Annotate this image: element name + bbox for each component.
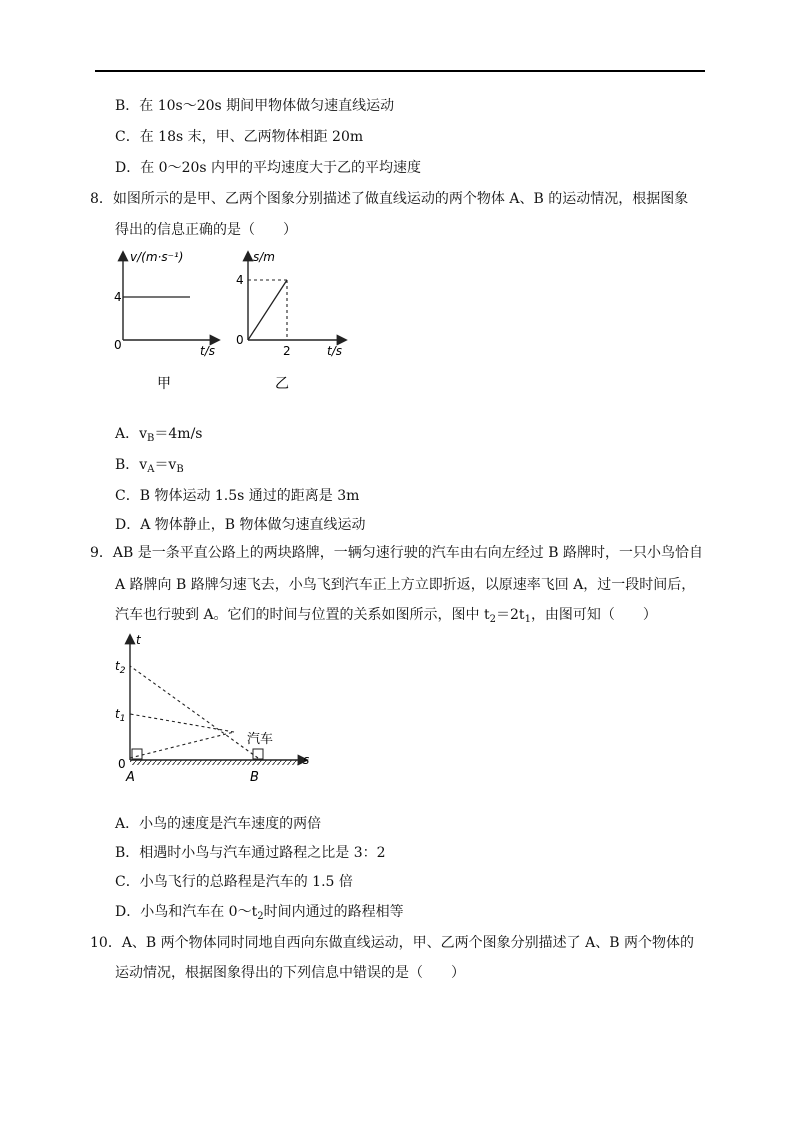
q9-origin: 0 xyxy=(118,757,126,771)
q9-option-c: C．小鸟飞行的总路程是汽车的 1.5 倍 xyxy=(115,874,353,890)
q9-graph xyxy=(110,630,320,785)
yi-origin: 0 xyxy=(236,333,244,347)
yi-distance-line xyxy=(248,280,287,340)
yi-x-tick-2: 2 xyxy=(283,344,291,358)
q9-stem-line1: 9．AB 是一条平直公路上的两块路牌，一辆匀速行驶的汽车由右向左经过 B 路牌时，一只小鸟恰自 xyxy=(90,545,703,561)
jia-caption: 甲 xyxy=(157,376,171,392)
q7-option-d: D．在 0～20s 内甲的平均速度大于乙的平均速度 xyxy=(115,160,422,176)
header-rule xyxy=(95,70,705,72)
q8-option-d: D．A 物体静止，B 物体做匀速直线运动 xyxy=(115,517,366,533)
jia-y-label: v/(m·s⁻¹) xyxy=(130,250,184,264)
q9-a-label: A xyxy=(126,770,135,785)
q9-sign-a xyxy=(132,749,142,759)
q10-stem-line2: 运动情况，根据图象得出的下列信息中错误的是（ ） xyxy=(115,965,465,981)
q9-bird-out xyxy=(130,732,234,758)
jia-origin: 0 xyxy=(114,338,122,352)
q10-stem-line1: 10．A、B 两个物体同时同地自西向东做直线运动，甲、乙两个图象分别描述了 A、B 两个物体的 xyxy=(90,935,694,951)
yi-caption: 乙 xyxy=(275,376,289,392)
q9-t1-label: $t_1$ xyxy=(115,707,126,724)
q9-option-a: A．小鸟的速度是汽车速度的两倍 xyxy=(115,816,322,832)
q8-graph-yi xyxy=(225,245,355,395)
q7-option-b: B．在 10s～20s 期间甲物体做匀速直线运动 xyxy=(115,98,395,114)
q8-option-c: C．B 物体运动 1.5s 通过的距离是 3m xyxy=(115,488,360,504)
q8-stem-line1: 8．如图所示的是甲、乙两个图象分别描述了做直线运动的两个物体 A、B 的运动情况，根据图象 xyxy=(90,191,689,207)
q9-option-b: B．相遇时小鸟与汽车通过路程之比是 3：2 xyxy=(115,845,386,861)
q9-stem-line3: 汽车也行驶到 A。它们的时间与位置的关系如图所示，图中 $t_2=2t_1$，由图可知（ ） xyxy=(115,607,657,625)
jia-y-tick-4: 4 xyxy=(114,290,122,304)
jia-x-label: t/s xyxy=(200,344,215,358)
q9-t-label: t xyxy=(136,633,141,647)
q8-option-b: B．$v_A=v_B$ xyxy=(115,457,184,475)
q9-option-d: D．小鸟和汽车在 $0\sim t_2$时间内通过的路程相等 xyxy=(115,904,404,922)
q9-road-hatch xyxy=(130,760,302,765)
q9-car-label: 汽车 xyxy=(247,732,274,747)
q9-stem-line2: A 路牌向 B 路牌匀速飞去，小鸟飞到汽车正上方立即折返，以原速率飞回 A，过一段时间后， xyxy=(115,577,696,593)
q9-car-path xyxy=(130,666,258,758)
q9-b-label: B xyxy=(250,770,259,785)
q9-t2-label: $t_2$ xyxy=(115,659,126,676)
q8-graph-jia xyxy=(110,245,240,395)
q8-stem-line2: 得出的信息正确的是（ ） xyxy=(115,222,297,238)
yi-y-label: s/m xyxy=(253,250,275,264)
yi-x-label: t/s xyxy=(327,344,342,358)
yi-y-tick-4: 4 xyxy=(236,273,244,287)
q9-s-label: s xyxy=(303,753,310,767)
q7-option-c: C．在 18s 末，甲、乙两物体相距 20m xyxy=(115,129,364,145)
q8-option-a: A．$v_B=4m/s$ xyxy=(115,426,203,444)
